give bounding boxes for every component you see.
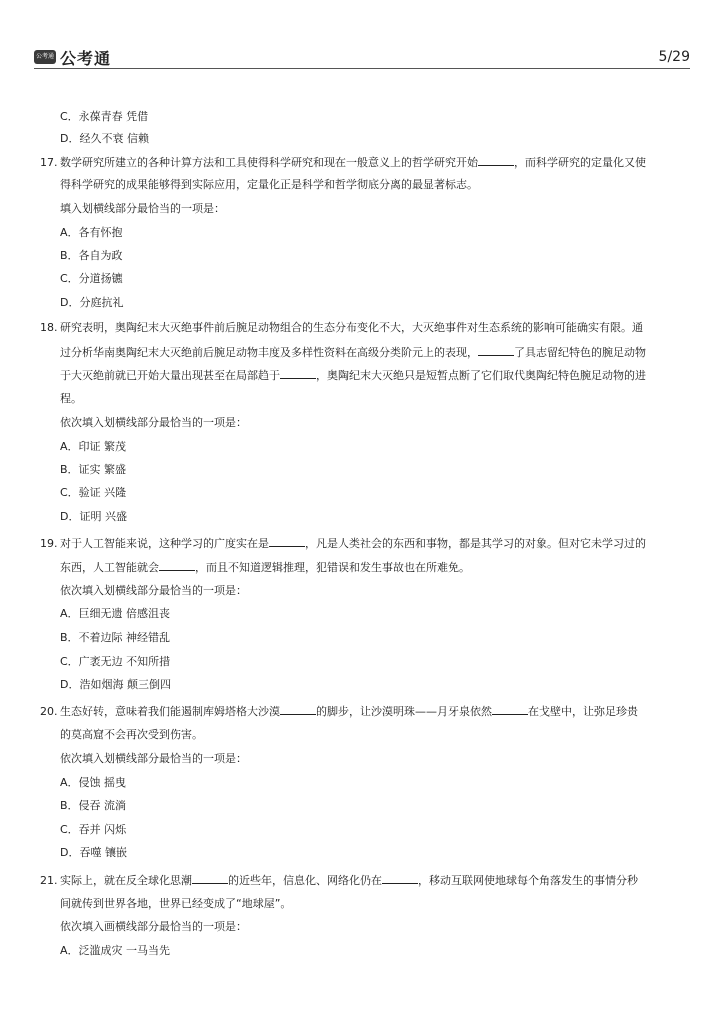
option-b: B．侵吞 流淌 [60,799,127,812]
question-text: 的近些年，信息化、网络化仍在 [228,874,382,887]
option-a: A．巨细无遗 倍感沮丧 [60,607,171,620]
question-19-line-2 [60,560,470,575]
question-21-prompt: 依次填入画横线部分最恰当的一项是： [60,920,247,933]
question-17-prompt: 填入划横线部分最恰当的一项是： [60,202,225,215]
answer-blank [478,155,514,166]
question-number: 20. [40,705,58,718]
question-18-line-1 [40,321,690,335]
question-number: 18. [40,321,58,334]
page-header [34,40,690,69]
answer-blank [280,704,316,715]
answer-blank [382,873,418,884]
question-number: 19. [40,537,58,550]
question-text: 实际上，就在反全球化思潮 [60,874,192,887]
question-text: 在戈壁中，让弥足珍贵 [528,705,638,718]
question-20-prompt: 依次填入划横线部分最恰当的一项是： [60,752,247,765]
question-text: 对于人工智能来说，这种学习的广度实在是 [60,537,269,550]
question-18-line-4: 程。 [60,392,82,405]
question-20-line-1 [40,704,690,719]
answer-blank [269,536,305,547]
question-17-line-1 [40,155,690,170]
option-b: B．各自为政 [60,249,123,262]
option-c: C．吞并 闪烁 [60,823,127,836]
question-text: ，凡是人类社会的东西和事物，都是其学习的对象。但对它未学习过的 [305,537,646,550]
question-text: 过分析华南奥陶纪末大灭绝前后腕足动物丰度及多样性资料在高级分类阶元上的表现， [60,346,478,359]
question-20-line-2: 的莫高窟不会再次受到伤害。 [60,728,203,741]
option-a: A．印证 繁茂 [60,440,127,453]
option-a: A．各有怀抱 [60,226,123,239]
question-number: 17. [40,156,58,169]
option-c: C．广袤无边 不知所措 [60,655,171,668]
option-a: A．侵蚀 摇曳 [60,776,127,789]
question-21-line-1 [40,873,690,888]
option-c: C．永葆青春 凭借 [60,110,149,123]
question-text: 了具志留纪特色的腕足动物 [514,346,646,359]
option-c: C．分道扬镳 [60,272,123,285]
option-a: A．泛滥成灾 一马当先 [60,944,171,957]
brand-logo [34,47,111,67]
question-18-line-3 [60,368,646,383]
question-18-line-2 [60,345,646,360]
question-text: 的脚步，让沙漠明珠——月牙泉依然 [316,705,492,718]
option-d: D．证明 兴盛 [60,510,127,523]
option-b: B．不着边际 神经错乱 [60,631,171,644]
option-d: D．分庭抗礼 [60,296,124,309]
answer-blank [492,704,528,715]
answer-blank [159,560,195,571]
question-21-line-2: 间就传到世界各地，世界已经变成了“地球屋”。 [60,897,292,910]
question-17-line-2: 得科学研究的成果能够得到实际应用，定量化正是科学和哲学彻底分离的最显著标志。 [60,178,478,191]
question-19-prompt: 依次填入划横线部分最恰当的一项是： [60,584,247,597]
question-number: 21. [40,874,58,887]
question-text: ，移动互联网使地球每个角落发生的事情分秒 [418,874,638,887]
logo-badge-icon: 公考通 [34,50,56,64]
option-d: D．浩如烟海 颠三倒四 [60,678,171,691]
answer-blank [478,345,514,356]
question-text: 于大灭绝前就已开始大量出现甚至在局部趋于 [60,369,280,382]
option-d: D．经久不衰 信赖 [60,132,149,145]
question-text: ，奥陶纪末大灭绝只是短暂点断了它们取代奥陶纪特色腕足动物的进 [316,369,646,382]
question-text: ，而科学研究的定量化又使 [514,156,646,169]
answer-blank [280,368,316,379]
question-19-line-1 [40,536,690,551]
question-18-prompt: 依次填入划横线部分最恰当的一项是： [60,416,247,429]
question-text: 数学研究所建立的各种计算方法和工具使得科学研究和现在一般意义上的哲学研究开始 [60,156,478,169]
option-c: C．验证 兴隆 [60,486,127,499]
answer-blank [192,873,228,884]
question-text: ，而且不知道逻辑推理，犯错误和发生事故也在所难免。 [195,561,470,574]
option-b: B．证实 繁盛 [60,463,127,476]
option-d: D．吞噬 镶嵌 [60,846,127,859]
question-text: 研究表明，奥陶纪末大灭绝事件前后腕足动物组合的生态分布变化不大，大灭绝事件对生态系统的影响可能确实有限。通 [60,321,643,334]
logo-text: 公考通 [60,48,112,68]
question-text: 生态好转，意味着我们能遏制库姆塔格大沙漠 [60,705,280,718]
question-text: 东西，人工智能就会 [60,561,159,574]
page-number: 5/29 [658,49,690,65]
